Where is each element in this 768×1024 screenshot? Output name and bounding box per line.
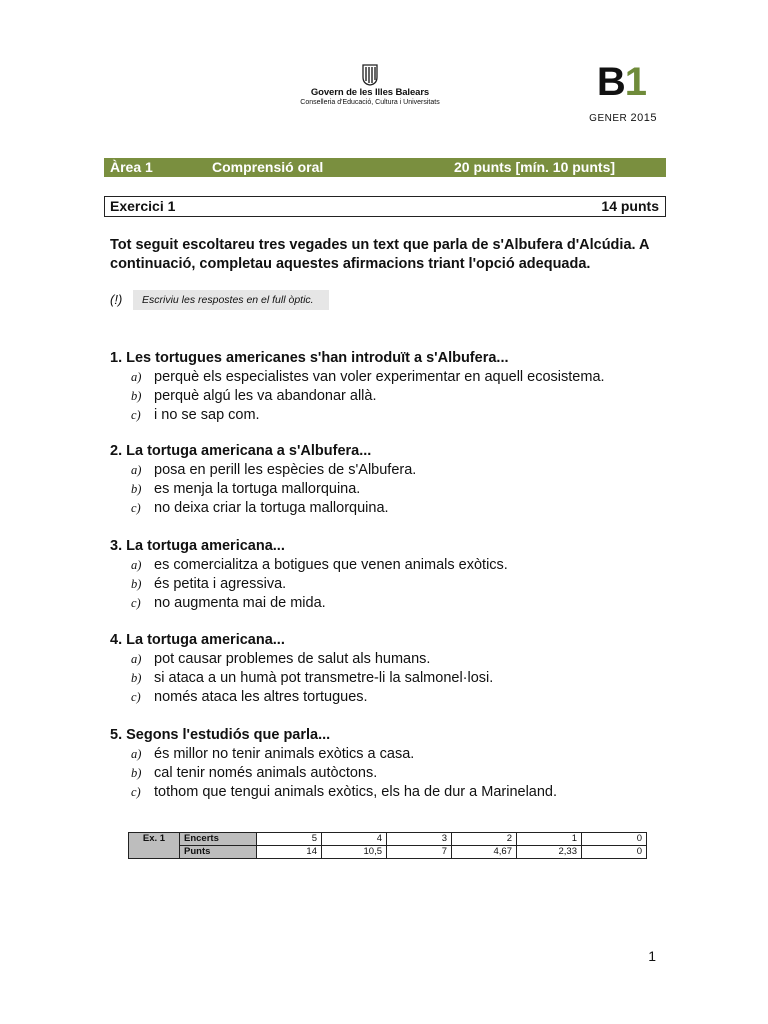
option-letter: b) (131, 389, 142, 403)
table-cell: 2 (452, 833, 517, 846)
area-points: 20 punts [mín. 10 punts] (454, 159, 616, 175)
table-cell: 10,5 (322, 846, 387, 859)
question-5 (110, 726, 690, 802)
exercise-points: 14 punts (601, 198, 659, 214)
option-letter: a) (131, 747, 142, 761)
option-a[interactable] (110, 745, 690, 764)
option-text: i no se sap com. (154, 407, 260, 423)
page-number: 1 (648, 948, 656, 964)
area-bar (104, 158, 666, 177)
question-3 (110, 537, 690, 613)
level-number: 1 (624, 60, 646, 104)
department-name: Conselleria d'Educació, Cultura i Universitats (300, 99, 440, 106)
option-text: no augmenta mai de mida. (154, 595, 326, 611)
option-text: si ataca a un humà pot transmetre-li la salmonel·losi. (154, 670, 494, 686)
area-title: Comprensió oral (212, 159, 324, 175)
table-cell: 7 (387, 846, 452, 859)
option-letter: c) (131, 408, 141, 422)
table-cell: 2,33 (517, 846, 582, 859)
table-cell: 4,67 (452, 846, 517, 859)
score-table (128, 832, 647, 859)
option-text: no deixa criar la tortuga mallorquina. (154, 500, 389, 516)
option-a[interactable] (110, 461, 690, 480)
exercise-label: Exercici 1 (110, 198, 176, 214)
question-text: 4. La tortuga americana... (110, 632, 285, 648)
table-cell: 0 (582, 833, 647, 846)
table-cell: 3 (387, 833, 452, 846)
option-a[interactable] (110, 650, 690, 669)
option-letter: c) (131, 596, 141, 610)
exam-date (589, 112, 657, 124)
option-letter: b) (131, 766, 142, 780)
table-cell: 0 (582, 846, 647, 859)
option-text: és millor no tenir animals exòtics a casa. (154, 746, 415, 762)
question-4 (110, 631, 690, 707)
option-letter: c) (131, 785, 141, 799)
option-letter: a) (131, 370, 142, 384)
government-name: Govern de les Illes Balears (310, 87, 430, 98)
option-letter: b) (131, 577, 142, 591)
option-text: perquè algú les va abandonar allà. (154, 388, 377, 404)
table-row (129, 846, 647, 859)
option-letter: a) (131, 652, 142, 666)
option-letter: c) (131, 501, 141, 515)
option-text: només ataca les altres tortugues. (154, 689, 368, 705)
row-label: Punts (180, 846, 257, 859)
option-b[interactable] (110, 387, 690, 406)
option-text: és petita i agressiva. (154, 576, 287, 592)
level-badge (597, 60, 646, 104)
option-c[interactable] (110, 783, 690, 802)
date-month: GENER (589, 113, 628, 124)
level-letter: B (596, 60, 625, 104)
notice-text: Escriviu les respostes en el full òptic. (133, 290, 329, 310)
coat-of-arms-icon (361, 64, 379, 86)
instructions: Tot seguit escoltareu tres vegades un text que parla de s'Albufera d'Alcúdia. A continuació, completau aquestes afirmacions triant l'opció adequada. (110, 237, 649, 272)
question-text: 5. Segons l'estudiós que parla... (110, 727, 331, 743)
option-b[interactable] (110, 480, 690, 499)
option-a[interactable] (110, 556, 690, 575)
question-text: 1. Les tortugues americanes s'han introduït a s'Albufera... (110, 350, 509, 366)
option-letter: b) (131, 671, 142, 685)
option-letter: a) (131, 463, 142, 477)
option-text: pot causar problemes de salut als humans. (154, 651, 431, 667)
row-label: Encerts (180, 833, 257, 846)
option-letter: c) (131, 690, 141, 704)
header-logo (290, 64, 450, 106)
option-letter: b) (131, 482, 142, 496)
option-c[interactable] (110, 688, 690, 707)
option-a[interactable] (110, 368, 690, 387)
question-2 (110, 442, 690, 518)
table-cell: 14 (257, 846, 322, 859)
option-c[interactable] (110, 406, 690, 425)
option-text: perquè els especialistes van voler experimentar en aquell ecosistema. (154, 369, 605, 385)
notice-mark: (!) (110, 292, 123, 307)
option-c[interactable] (110, 499, 690, 518)
area-label: Àrea 1 (110, 159, 153, 175)
option-b[interactable] (110, 669, 690, 688)
option-text: cal tenir només animals autòctons. (154, 765, 378, 781)
option-b[interactable] (110, 764, 690, 783)
option-letter: a) (131, 558, 142, 572)
option-b[interactable] (110, 575, 690, 594)
table-cell: 4 (322, 833, 387, 846)
option-text: tothom que tengui animals exòtics, els ha de dur a Marineland. (154, 784, 558, 800)
option-text: es comercialitza a botigues que venen animals exòtics. (154, 557, 508, 573)
table-cell: 1 (517, 833, 582, 846)
exercise-cell: Ex. 1 (129, 833, 180, 859)
question-text: 2. La tortuga americana a s'Albufera... (110, 443, 372, 459)
date-year: 2015 (630, 112, 657, 124)
question-1 (110, 349, 690, 425)
table-row (129, 833, 647, 846)
option-text: es menja la tortuga mallorquina. (154, 481, 361, 497)
question-text: 3. La tortuga americana... (110, 538, 285, 554)
exercise-header (104, 196, 666, 217)
option-text: posa en perill les espècies de s'Albufera. (154, 462, 417, 478)
option-c[interactable] (110, 594, 690, 613)
table-cell: 5 (257, 833, 322, 846)
